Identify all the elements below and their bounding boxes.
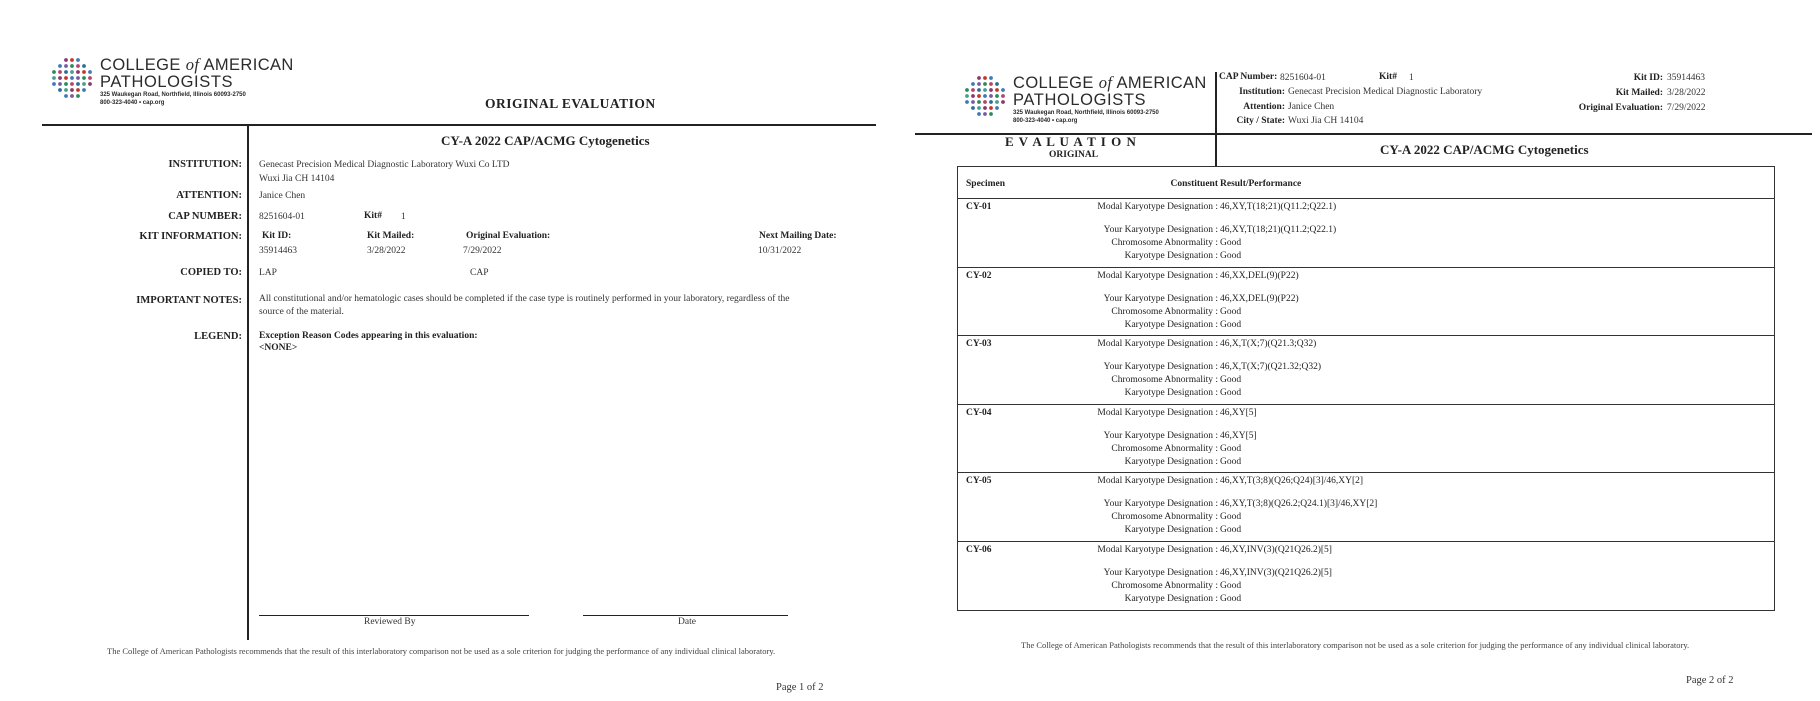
cap-dots-logo-icon	[963, 74, 1007, 118]
logo-address-2: 800-323-4040 • cap.org	[1013, 118, 1078, 124]
logo-dot	[983, 94, 987, 98]
kit-mailed-label: Kit Mailed:	[367, 231, 415, 241]
legend-line-1: Exception Reason Codes appearing in this evaluation:	[259, 331, 478, 341]
kit-id-value: 35914463	[1667, 73, 1705, 83]
logo-dot	[76, 94, 80, 98]
logo-dot	[965, 100, 969, 104]
legend-label: LEGEND:	[194, 331, 242, 342]
attention-value: Janice Chen	[1288, 102, 1335, 112]
page-number: Page 2 of 2	[1686, 675, 1734, 686]
kit-number-label: Kit#	[1379, 72, 1397, 82]
kary-value: Good	[1220, 525, 1242, 536]
your-label: Your Karyotype Designation :	[1103, 568, 1218, 578]
modal-value: 46,XY,INV(3)(Q21Q26.2)[5]	[1220, 545, 1332, 555]
logo-dot	[995, 100, 999, 104]
kit-mailed-value: 3/28/2022	[367, 246, 406, 256]
logo-dot	[977, 82, 981, 86]
modal-value: 46,XY,T(3;8)(Q26;Q24)[3]/46,XY[2]	[1220, 476, 1364, 487]
chrom-value: Good	[1220, 581, 1242, 591]
logo-dot	[1001, 100, 1005, 104]
kit-information-label: KIT INFORMATION:	[139, 231, 242, 242]
specimen-row	[958, 541, 1774, 610]
logo-dot	[58, 76, 62, 80]
copied-to-label: COPIED TO:	[180, 267, 242, 278]
logo-dot	[58, 88, 62, 92]
kary-value: Good	[1220, 456, 1242, 467]
logo-dot	[76, 82, 80, 86]
kary-label: Karyotype Designation :	[1124, 319, 1218, 330]
logo-dot	[82, 70, 86, 74]
cap-number-label: CAP NUMBER:	[168, 211, 242, 222]
logo-dot	[82, 82, 86, 86]
next-mailing-date-value: 10/31/2022	[758, 246, 802, 256]
specimen-row	[958, 404, 1774, 473]
logo-dot	[995, 82, 999, 86]
modal-value: 46,XY,T(18;21)(Q11.2;Q22.1)	[1220, 202, 1337, 212]
chrom-label: Chromosome Abnormality :	[1111, 581, 1218, 591]
logo-dot	[58, 82, 62, 86]
logo-of: of	[185, 55, 200, 74]
logo-dot	[64, 88, 68, 92]
logo-dot	[88, 82, 92, 86]
logo-dot	[88, 70, 92, 74]
specimen-id: CY-01	[966, 202, 992, 212]
logo-dot	[52, 82, 56, 86]
cap-number-value: 8251604-01	[259, 212, 305, 222]
modal-value: 46,X,T(X;7)(Q21.3;Q32)	[1220, 339, 1317, 350]
next-mailing-date-label: Next Mailing Date:	[759, 231, 837, 241]
column-divider	[247, 126, 249, 640]
chrom-label: Chromosome Abnormality :	[1111, 238, 1218, 248]
kary-label: Karyotype Designation :	[1124, 525, 1218, 536]
kary-label: Karyotype Designation :	[1124, 456, 1218, 467]
logo-dot	[64, 76, 68, 80]
important-notes-label: IMPORTANT NOTES:	[136, 295, 242, 306]
logo-address-1: 325 Waukegan Road, Northfield, Illinois 60093-2750	[1013, 110, 1159, 116]
logo-dot	[64, 58, 68, 62]
logo-dot	[965, 88, 969, 92]
kit-mailed-value: 3/28/2022	[1667, 88, 1706, 98]
column-header-specimen: Specimen	[966, 179, 1006, 189]
evaluation-label: E V A L U A T I O N	[1005, 134, 1137, 149]
logo-dot	[64, 82, 68, 86]
disclaimer-footer: The College of American Pathologists recommends that the result of this interlaboratory comparison not be used as a sole criterion for judging the performance of any individual clinical laboratory.	[1021, 640, 1690, 650]
logo-dot	[977, 88, 981, 92]
kary-label: Karyotype Designation :	[1124, 594, 1218, 604]
modal-value: 46,XX,DEL(9)(P22)	[1220, 270, 1299, 281]
city-state-value: Wuxi Jia CH 14104	[1288, 116, 1364, 126]
original-evaluation-label: Original Evaluation:	[466, 231, 551, 241]
logo-dot	[76, 88, 80, 92]
institution-label: Institution:	[1239, 87, 1285, 97]
logo-dot	[977, 94, 981, 98]
kit-id-label: Kit ID:	[1633, 73, 1663, 83]
logo-dot	[983, 76, 987, 80]
cap-dots-logo-icon	[50, 56, 94, 100]
important-notes-line-2: source of the material.	[259, 307, 344, 317]
logo-dot	[983, 100, 987, 104]
logo-dot	[989, 76, 993, 80]
copied-to-lap: LAP	[259, 268, 277, 278]
logo-dot	[983, 112, 987, 116]
logo-dot	[989, 88, 993, 92]
logo-dot	[58, 70, 62, 74]
logo-dot	[995, 88, 999, 92]
kit-id-value: 35914463	[259, 246, 297, 256]
chrom-value: Good	[1220, 306, 1242, 317]
logo-dot	[971, 88, 975, 92]
chrom-label: Chromosome Abnormality :	[1111, 306, 1218, 317]
kary-value: Good	[1220, 388, 1242, 399]
chrom-label: Chromosome Abnormality :	[1111, 443, 1218, 454]
logo-dot	[88, 76, 92, 80]
chrom-value: Good	[1220, 512, 1242, 523]
logo-address-1: 325 Waukegan Road, Northfield, Illinois 60093-2750	[100, 92, 246, 98]
chrom-value: Good	[1220, 375, 1242, 386]
logo-dot	[70, 70, 74, 74]
logo-dot	[977, 76, 981, 80]
specimen-id: CY-05	[966, 476, 992, 487]
cap-number-value: 8251604-01	[1280, 73, 1326, 83]
column-header-result: Result/Performance	[1220, 179, 1302, 189]
logo-dot	[971, 94, 975, 98]
logo-dot	[989, 94, 993, 98]
reviewed-by-caption: Reviewed By	[364, 617, 416, 627]
logo-dot	[64, 94, 68, 98]
logo-american: AMERICAN	[203, 56, 294, 74]
logo-dot	[70, 94, 74, 98]
specimen-id: CY-06	[966, 545, 992, 555]
logo-of: of	[1098, 73, 1113, 92]
chrom-value: Good	[1220, 443, 1242, 454]
results-table	[957, 166, 1775, 611]
logo-dot	[58, 64, 62, 68]
your-value: 46,XX,DEL(9)(P22)	[1220, 293, 1299, 304]
copied-to-cap: CAP	[470, 268, 489, 278]
kit-number-value: 1	[1409, 73, 1414, 83]
kit-number-label: Kit#	[364, 211, 382, 221]
logo-dot	[70, 82, 74, 86]
chrom-label: Chromosome Abnormality :	[1111, 512, 1218, 523]
kary-label: Karyotype Designation :	[1124, 388, 1218, 399]
cap-logo	[50, 56, 294, 107]
logo-pathologists: PATHOLOGISTS	[1013, 91, 1147, 109]
column-header-constituent: Constituent	[1170, 179, 1218, 189]
original-evaluation-label: Original Evaluation:	[1578, 103, 1663, 113]
logo-dot	[971, 106, 975, 110]
logo-dot	[82, 88, 86, 92]
logo-dot	[989, 100, 993, 104]
logo-dot	[977, 100, 981, 104]
your-value: 46,XY[5]	[1220, 430, 1257, 441]
logo-dot	[64, 64, 68, 68]
logo-dot	[989, 106, 993, 110]
logo-dot	[1001, 88, 1005, 92]
attention-label: ATTENTION:	[176, 190, 242, 201]
your-value: 46,XY,T(18;21)(Q11.2;Q22.1)	[1220, 225, 1337, 235]
logo-dot	[76, 76, 80, 80]
logo-dot	[76, 70, 80, 74]
logo-dot	[995, 94, 999, 98]
specimen-id: CY-04	[966, 407, 992, 418]
modal-label: Modal Karyotype Designation :	[1097, 202, 1218, 212]
original-evaluation-value: 7/29/2022	[1667, 103, 1706, 113]
disclaimer-footer: The College of American Pathologists recommends that the result of this interlaboratory comparison not be used as a sole criterion for judging the performance of any individual clinical laboratory.	[107, 646, 776, 656]
chrom-label: Chromosome Abnormality :	[1111, 375, 1218, 386]
modal-label: Modal Karyotype Designation :	[1097, 270, 1218, 281]
logo-dot	[995, 106, 999, 110]
page-title: ORIGINAL EVALUATION	[485, 96, 656, 111]
logo-dot	[989, 82, 993, 86]
logo-college: COLLEGE	[1013, 74, 1094, 92]
logo-dot	[82, 76, 86, 80]
logo-college: COLLEGE	[100, 56, 181, 74]
page-number: Page 1 of 2	[776, 682, 824, 693]
logo-dot	[989, 112, 993, 116]
important-notes-line-1: All constitutional and/or hematologic cases should be completed if the case type is routinely performed in your laboratory, regardless of the	[259, 294, 790, 304]
program-subtitle: CY-A 2022 CAP/ACMG Cytogenetics	[441, 133, 650, 148]
specimen-row	[958, 335, 1774, 404]
logo-dot	[977, 106, 981, 110]
date-line	[583, 615, 788, 616]
institution-value: Genecast Precision Medical Diagnostic Laboratory	[1288, 87, 1483, 97]
chrom-value: Good	[1220, 238, 1242, 248]
logo-dot	[64, 70, 68, 74]
specimen-row	[958, 472, 1774, 541]
modal-label: Modal Karyotype Designation :	[1097, 407, 1218, 418]
logo-dot	[76, 64, 80, 68]
your-label: Your Karyotype Designation :	[1103, 225, 1218, 235]
original-evaluation-value: 7/29/2022	[463, 246, 502, 256]
logo-dot	[70, 58, 74, 62]
institution-name: Genecast Precision Medical Diagnostic Laboratory Wuxi Co LTD	[259, 160, 510, 170]
cap-number-label: CAP Number:	[1219, 72, 1278, 82]
attention-value: Janice Chen	[259, 191, 306, 201]
your-label: Your Karyotype Designation :	[1103, 499, 1218, 510]
logo-dot	[70, 64, 74, 68]
specimen-row	[958, 267, 1774, 336]
logo-address-2: 800-323-4040 • cap.org	[100, 100, 165, 106]
logo-dot	[70, 88, 74, 92]
legend-line-2: <NONE>	[259, 343, 298, 353]
institution-city: Wuxi Jia CH 14104	[259, 174, 335, 184]
specimen-row	[958, 198, 1774, 267]
logo-dot	[983, 88, 987, 92]
kit-number-value: 1	[401, 212, 406, 222]
logo-dot	[983, 82, 987, 86]
logo-dot	[1001, 94, 1005, 98]
cap-logo	[963, 74, 1207, 125]
attention-label: Attention:	[1243, 102, 1285, 112]
evaluation-page-2	[905, 0, 1820, 701]
logo-pathologists: PATHOLOGISTS	[100, 73, 234, 91]
your-label: Your Karyotype Designation :	[1103, 293, 1218, 304]
modal-value: 46,XY[5]	[1220, 407, 1257, 418]
your-value: 46,XY,INV(3)(Q21Q26.2)[5]	[1220, 568, 1332, 578]
evaluation-page-1	[0, 0, 905, 701]
modal-label: Modal Karyotype Designation :	[1097, 339, 1218, 350]
header-rule	[42, 124, 876, 126]
logo-dot	[82, 64, 86, 68]
logo-dot	[977, 112, 981, 116]
specimen-id: CY-02	[966, 270, 992, 281]
date-caption: Date	[678, 617, 696, 627]
city-state-label: City / State:	[1236, 116, 1285, 126]
kit-mailed-label: Kit Mailed:	[1615, 88, 1663, 98]
logo-dot	[76, 58, 80, 62]
your-value: 46,XY,T(3;8)(Q26.2;Q24.1)[3]/46,XY[2]	[1220, 499, 1378, 510]
your-value: 46,X,T(X;7)(Q21.32;Q32)	[1220, 362, 1322, 373]
kary-value: Good	[1220, 251, 1242, 261]
modal-label: Modal Karyotype Designation :	[1097, 545, 1218, 555]
logo-dot	[70, 76, 74, 80]
evaluation-original-label: ORIGINAL	[1049, 150, 1099, 160]
modal-label: Modal Karyotype Designation :	[1097, 476, 1218, 487]
logo-dot	[52, 76, 56, 80]
reviewed-by-line	[259, 615, 529, 616]
logo-dot	[971, 100, 975, 104]
kary-value: Good	[1220, 319, 1242, 330]
institution-label: INSTITUTION:	[168, 159, 242, 170]
kit-id-label: Kit ID:	[262, 231, 292, 241]
logo-american: AMERICAN	[1116, 74, 1207, 92]
logo-dot	[983, 106, 987, 110]
logo-dot	[971, 82, 975, 86]
logo-dot	[965, 94, 969, 98]
kary-value: Good	[1220, 594, 1242, 604]
kary-label: Karyotype Designation :	[1124, 251, 1218, 261]
your-label: Your Karyotype Designation :	[1103, 430, 1218, 441]
program-subtitle: CY-A 2022 CAP/ACMG Cytogenetics	[1380, 142, 1589, 157]
your-label: Your Karyotype Designation :	[1103, 362, 1218, 373]
specimen-id: CY-03	[966, 339, 992, 350]
logo-dot	[52, 70, 56, 74]
